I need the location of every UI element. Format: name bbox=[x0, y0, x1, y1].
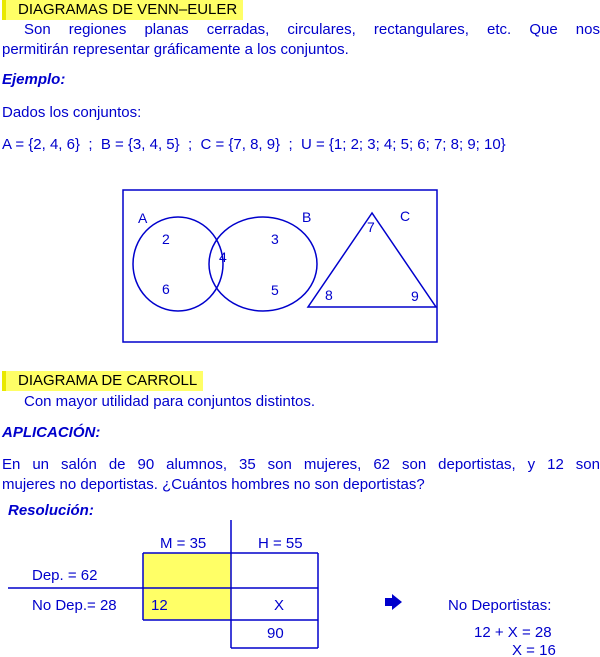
title-marker bbox=[2, 371, 6, 391]
answer-equation: 12 + X = 28 bbox=[474, 624, 552, 641]
element-ab-4: 4 bbox=[219, 249, 227, 265]
resolution-label: Resolución: bbox=[8, 502, 94, 519]
universe-rectangle bbox=[123, 190, 437, 342]
element-c-7: 7 bbox=[367, 219, 375, 235]
sets-definition: A = {2, 4, 6} ; B = {3, 4, 5} ; C = {7, 8, 9} ; U = {1; 2; 3; 4; 5; 6; 7; 8; 9; 10} bbox=[2, 136, 506, 153]
venn-section-title bbox=[2, 0, 243, 20]
cell-total: 90 bbox=[267, 625, 284, 642]
given-sets-text: Dados los conjuntos: bbox=[2, 104, 142, 121]
title-marker bbox=[2, 0, 6, 20]
set-c-label: C bbox=[400, 208, 411, 224]
set-b-label: B bbox=[302, 209, 312, 225]
example-label: Ejemplo: bbox=[2, 71, 66, 88]
column-women: M = 35 bbox=[160, 535, 207, 552]
carroll-diagram bbox=[0, 518, 600, 657]
cell-women-nosport: 12 bbox=[151, 597, 168, 614]
element-a-2: 2 bbox=[162, 231, 170, 247]
venn-intro-line1: Son regiones planas cerradas, circulares, rectangulares, etc. Que nos bbox=[24, 21, 600, 38]
element-c-9: 9 bbox=[411, 288, 419, 304]
element-c-8: 8 bbox=[325, 287, 333, 303]
carroll-section-title bbox=[2, 371, 203, 391]
row-sport: Dep. = 62 bbox=[32, 567, 98, 584]
carroll-subtitle: Con mayor utilidad para conjuntos distintos. bbox=[24, 393, 315, 410]
venn-intro-line2: permitirán representar gráficamente a los conjuntos. bbox=[2, 41, 349, 58]
row-nosport: No Dep.= 28 bbox=[32, 597, 117, 614]
venn-diagram bbox=[0, 180, 600, 350]
highlight-women-sport bbox=[143, 553, 231, 588]
set-a-label: A bbox=[138, 210, 148, 226]
answer-result: X = 16 bbox=[512, 642, 556, 657]
column-men: H = 55 bbox=[258, 535, 303, 552]
cell-men-nosport: X bbox=[274, 597, 285, 614]
element-b-3: 3 bbox=[271, 231, 279, 247]
application-label: APLICACIÓN: bbox=[2, 424, 101, 441]
answer-label: No Deportistas: bbox=[448, 597, 552, 614]
problem-line1: En un salón de 90 alumnos, 35 son mujeres, 62 son deportistas, y 12 son bbox=[2, 456, 600, 473]
element-a-6: 6 bbox=[162, 281, 170, 297]
arrow-right-icon bbox=[385, 594, 402, 610]
problem-line2: mujeres no deportistas. ¿Cuántos hombres no son deportistas? bbox=[2, 476, 425, 493]
venn-title-text: DIAGRAMAS DE VENN–EULER bbox=[18, 1, 238, 18]
element-b-5: 5 bbox=[271, 282, 279, 298]
carroll-title-text: DIAGRAMA DE CARROLL bbox=[18, 372, 198, 389]
